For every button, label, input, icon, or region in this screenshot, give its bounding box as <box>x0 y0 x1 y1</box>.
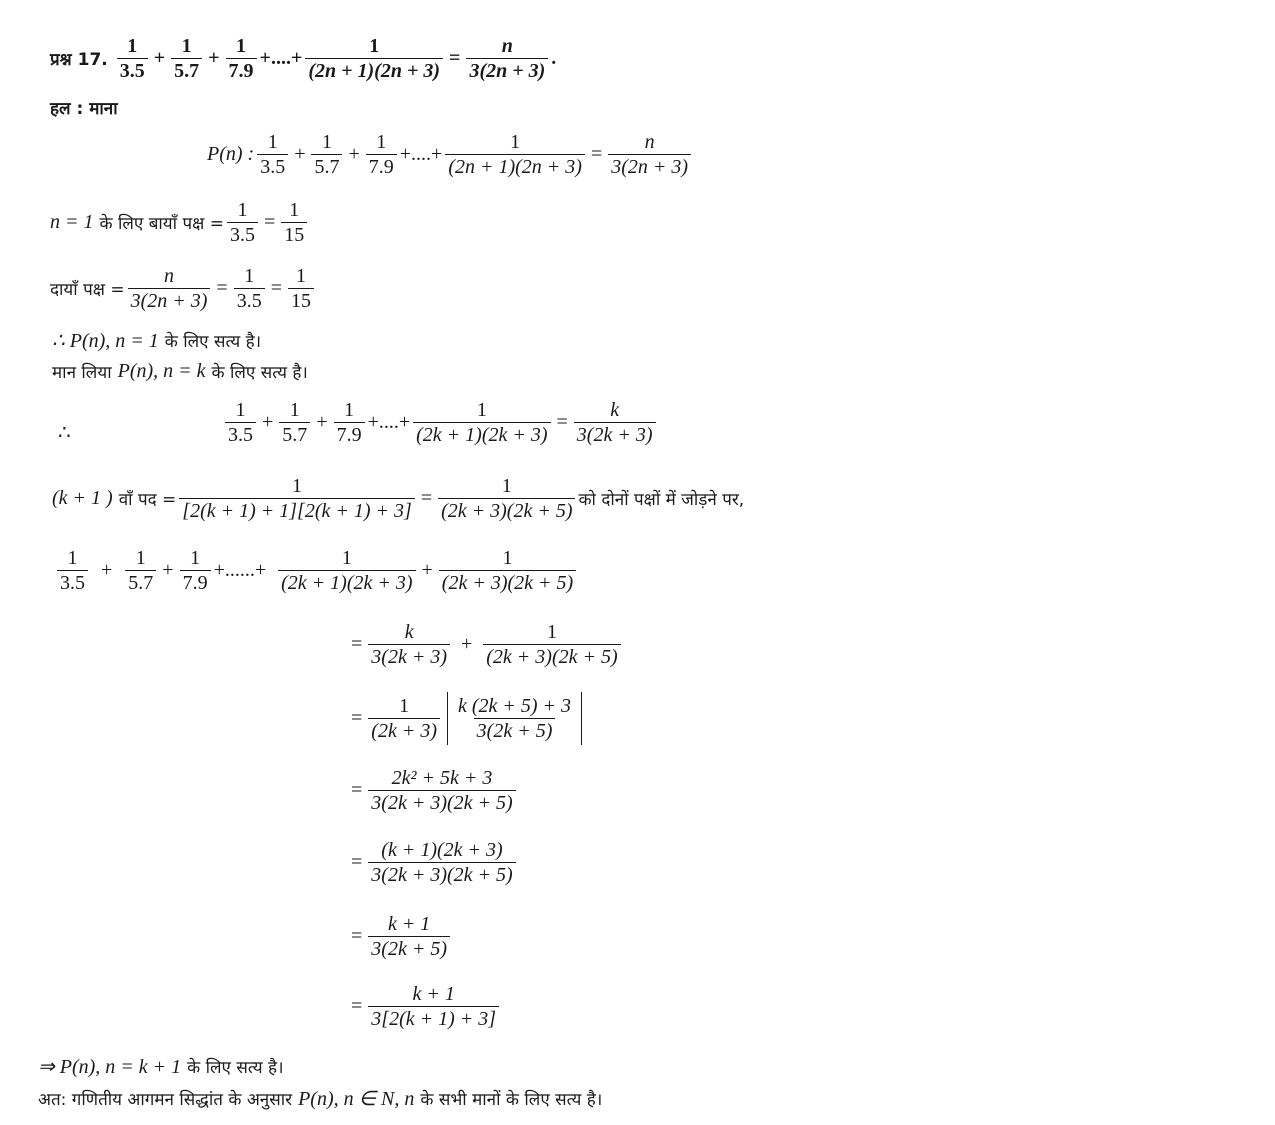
final-2-math: P(n), n ∈ N, n <box>298 1088 415 1110</box>
q-term-3: $\frac{1}{7.9}$ <box>226 34 257 83</box>
base-rhs-text: दायाँ पक्ष = <box>50 280 125 300</box>
sum-term-3: $\frac{1}{7.9}$ <box>180 546 211 595</box>
next-term-frac-2: $\frac{1}{(2k + 3)(2k + 5)}$ <box>438 474 575 523</box>
pn-rhs: $\frac{n}{3(2n + 3)}$ <box>608 130 691 179</box>
base-lhs-frac-2: $\frac{1}{15}$ <box>281 198 307 247</box>
assume-math: P(n), n = k <box>117 360 206 382</box>
q-dots: +....+ <box>259 47 303 69</box>
step-4: = $\frac{(k + 1)(2k + 3)}{3(2k + 3)(2k + 5)}$ <box>348 838 519 887</box>
next-term-frac-1: $\frac{1}{[2(k + 1) + 1][2(k + 1) + 3]}$ <box>179 474 415 523</box>
final-1-text: के लिए सत्य है। <box>187 1058 284 1078</box>
solution-label: हल : माना <box>50 99 118 119</box>
step-2: = $\frac{1}{(2k + 3)}$ $\frac{k (2k + 5) + 3}{3(2k + 5)}$ <box>348 692 582 745</box>
q-general-term: $\frac{1}{(2n + 1)(2n + 3)}$ <box>305 34 443 83</box>
base-lhs-line: n = 1 के लिए बायाँ पक्ष = $\frac{1}{3.5}$ = $\frac{1}{15}$ <box>50 198 310 247</box>
step-5-frac: $\frac{k + 1}{3(2k + 5)}$ <box>368 912 450 961</box>
pk-dots: +....+ <box>367 411 411 433</box>
step-6: = $\frac{k + 1}{3[2(k + 1) + 3]}$ <box>348 982 502 1031</box>
pn-label: P(n) : <box>207 143 255 165</box>
assume-text-1: मान लिया <box>52 363 112 383</box>
sum-dots: +......+ <box>213 559 267 581</box>
final-2-text-1: अत: गणितीय आगमन सिद्धांत के अनुसार <box>38 1090 293 1110</box>
final-line-2 <box>38 1086 602 1111</box>
sum-term-2: $\frac{1}{5.7}$ <box>125 546 156 595</box>
pk-term-2: $\frac{1}{5.7}$ <box>279 398 310 447</box>
assumption-line <box>52 360 308 383</box>
pk-equation: $\frac{1}{3.5}$ + $\frac{1}{5.7}$ + $\frac{1}{7.9}$ +....+ $\frac{1}{(2k + 1)(2k + 3)}$ = $\frac{k}{3(2k + 3)}$ <box>222 398 659 447</box>
step-1-frac-a: $\frac{k}{3(2k + 3)}$ <box>368 620 450 669</box>
sum-line: $\frac{1}{3.5}$ + $\frac{1}{5.7}$ + $\frac{1}{7.9}$ +......+ $\frac{1}{(2k + 1)(2k + 3)}$ + $\frac{1}{(2k + 3)(2k + 5)}$ <box>54 546 579 595</box>
final-line-1 <box>38 1054 284 1079</box>
solution-label-line <box>50 96 118 119</box>
pk-term-3: $\frac{1}{7.9}$ <box>334 398 365 447</box>
step-3: = $\frac{\text{2k² + 5k + 3}}{3(2k + 3)(2k + 5)}$ <box>348 766 519 815</box>
base-n-eq-1: n = 1 <box>50 211 94 233</box>
step-2-frac-b: $\frac{k (2k + 5) + 3}{3(2k + 5)}$ <box>457 695 572 742</box>
next-term-label: (k + 1 ) <box>52 487 113 509</box>
base-lhs-text: के लिए बायाँ पक्ष = <box>99 214 224 234</box>
therefore-symbol: ∴ <box>58 422 71 444</box>
step-5: = $\frac{k + 1}{3(2k + 5)}$ <box>348 912 453 961</box>
step-2-bracket <box>447 692 582 745</box>
step-3-frac: $\frac{\text{2k² + 5k + 3}}{3(2k + 3)(2k + 5)}$ <box>368 766 515 815</box>
base-rhs-frac-2: $\frac{1}{3.5}$ <box>234 264 265 313</box>
assume-text-2: के लिए सत्य है। <box>211 363 308 383</box>
sum-extra-term: $\frac{1}{(2k + 3)(2k + 5)}$ <box>439 546 576 595</box>
sum-term-1: $\frac{1}{3.5}$ <box>57 546 88 595</box>
question-label: प्रश्न 17. <box>50 50 108 70</box>
base-conclusion-text: के लिए सत्य है। <box>164 332 262 352</box>
base-rhs-frac-3: $\frac{1}{15}$ <box>288 264 314 313</box>
pn-term-1: $\frac{1}{3.5}$ <box>257 130 288 179</box>
base-conclusion <box>52 328 261 353</box>
pk-term-1: $\frac{1}{3.5}$ <box>225 398 256 447</box>
next-term-text: वाँ पद = <box>118 490 177 510</box>
q-rhs: $\frac{n}{3(2n + 3)}$ <box>466 34 548 83</box>
pn-dots: +....+ <box>399 143 443 165</box>
final-2-text-2: के सभी मानों के लिए सत्य है। <box>420 1090 603 1110</box>
pn-term-2: $\frac{1}{5.7}$ <box>311 130 342 179</box>
step-1-frac-b: $\frac{1}{(2k + 3)(2k + 5)}$ <box>483 620 620 669</box>
pn-statement: P(n) : $\frac{1}{3.5}$ + $\frac{1}{5.7}$ + $\frac{1}{7.9}$ +....+ $\frac{1}{(2n + 1)(2n + 3)}$ = $\frac{n}{3(2n + 3)}$ <box>207 130 694 179</box>
step-4-frac: $\frac{(k + 1)(2k + 3)}{3(2k + 3)(2k + 5)}$ <box>368 838 515 887</box>
step-2-frac-a: $\frac{1}{(2k + 3)}$ <box>368 694 440 743</box>
base-rhs-frac-1: $\frac{n}{3(2n + 3)}$ <box>128 264 211 313</box>
next-term-adding-text: को दोनों पक्षों में जोड़ने पर, <box>578 490 745 510</box>
question-line: प्रश्न 17. $\frac{1}{3.5}$ + $\frac{1}{5.7}$ + $\frac{1}{7.9}$ +....+ $\frac{1}{(2n + 1)(2n + 3)}$ = $\frac{n}{3(2n + 3)}$ . <box>50 35 557 82</box>
pk-rhs: $\frac{k}{3(2k + 3)}$ <box>574 398 656 447</box>
next-term-line: (k + 1 ) वाँ पद = $\frac{1}{[2(k + 1) + 1][2(k + 1) + 3]}$ = $\frac{1}{(2k + 3)(2k + 5)}$ को दोनों पक्षों में जोड़ने पर, <box>52 475 745 522</box>
final-1-math: ⇒ P(n), n = k + 1 <box>38 1056 182 1078</box>
sum-general-term: $\frac{1}{(2k + 1)(2k + 3)}$ <box>278 546 415 595</box>
pn-term-3: $\frac{1}{7.9}$ <box>366 130 397 179</box>
q-term-2: $\frac{1}{5.7}$ <box>171 34 202 83</box>
step-6-frac: $\frac{k + 1}{3[2(k + 1) + 3]}$ <box>368 982 499 1031</box>
step-1: = $\frac{k}{3(2k + 3)}$ + $\frac{1}{(2k + 3)(2k + 5)}$ <box>348 620 624 669</box>
pn-general-term: $\frac{1}{(2n + 1)(2n + 3)}$ <box>445 130 585 179</box>
base-conclusion-math: ∴ P(n), n = 1 <box>52 330 159 352</box>
base-lhs-frac-1: $\frac{1}{3.5}$ <box>227 198 258 247</box>
q-term-1: $\frac{1}{3.5}$ <box>117 34 148 83</box>
base-rhs-line: दायाँ पक्ष = $\frac{n}{3(2n + 3)}$ = $\frac{1}{3.5}$ = $\frac{1}{15}$ <box>50 264 317 313</box>
pk-general-term: $\frac{1}{(2k + 1)(2k + 3)}$ <box>413 398 550 447</box>
